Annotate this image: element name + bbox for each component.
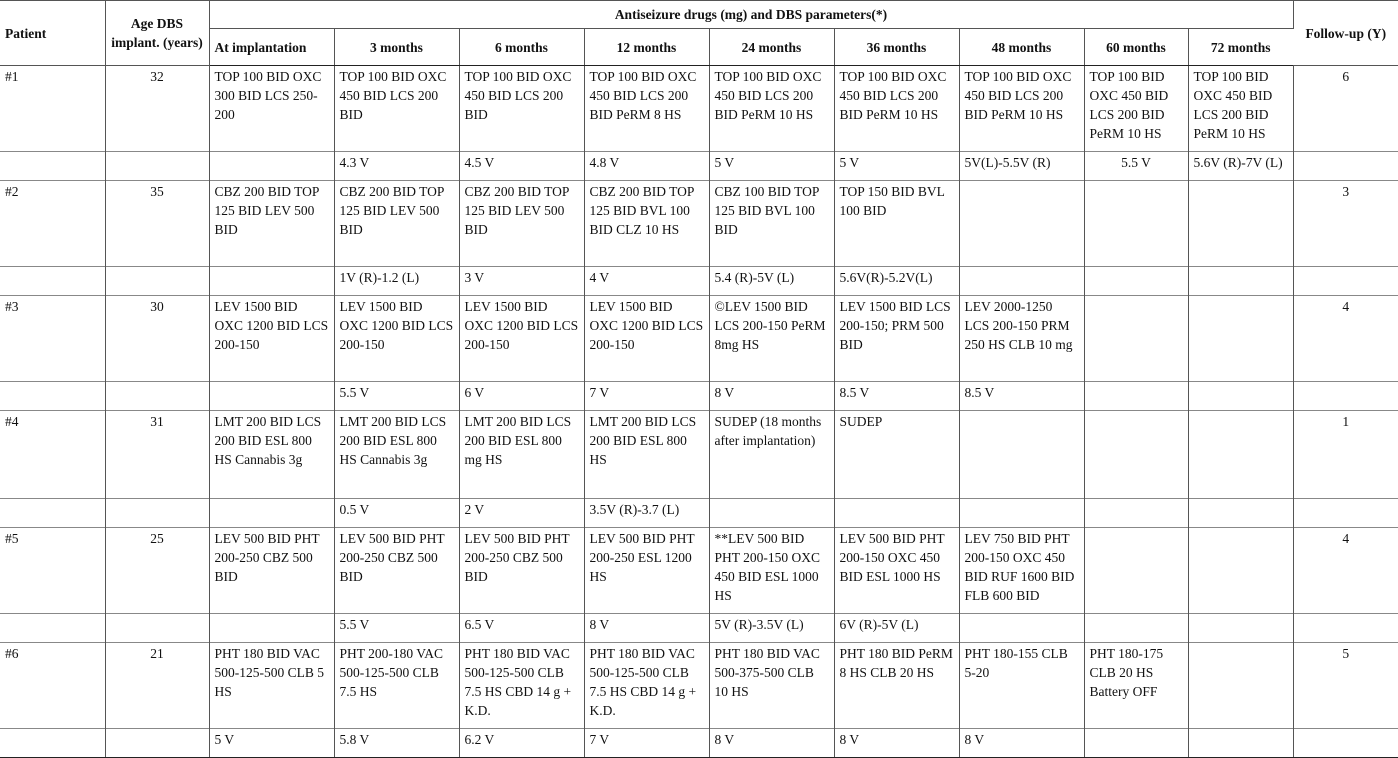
drug-cell: TOP 100 BID OXC 450 BID LCS 200 BID PeRM 10 HS — [709, 66, 834, 152]
header-group: Antiseizure drugs (mg) and DBS parameters(*) — [209, 1, 1293, 29]
drug-cell: LMT 200 BID LCS 200 BID ESL 800 mg HS — [459, 411, 584, 499]
patient-followup: 5 — [1293, 643, 1398, 729]
dbs-voltage-cell — [834, 499, 959, 528]
drug-cell: PHT 180 BID VAC 500-375-500 CLB 10 HS — [709, 643, 834, 729]
empty-cell — [1293, 382, 1398, 411]
patient-followup: 6 — [1293, 66, 1398, 152]
patient-followup: 3 — [1293, 181, 1398, 267]
empty-cell — [105, 152, 209, 181]
patient-id: #4 — [0, 411, 105, 499]
table-row — [0, 66, 1398, 152]
empty-cell — [1293, 614, 1398, 643]
drug-cell: SUDEP — [834, 411, 959, 499]
dbs-voltage-cell: 6.5 V — [459, 614, 584, 643]
empty-cell — [105, 267, 209, 296]
drug-cell: CBZ 200 BID TOP 125 BID BVL 100 BID CLZ 10 HS — [584, 181, 709, 267]
header-timepoint: 60 months — [1084, 29, 1188, 66]
table-row — [0, 729, 1398, 758]
drug-cell: LEV 500 BID PHT 200-150 OXC 450 BID ESL 1000 HS — [834, 528, 959, 614]
table-row — [0, 267, 1398, 296]
drug-cell: LEV 1500 BID LCS 200-150; PRM 500 BID — [834, 296, 959, 382]
drug-cell — [1084, 181, 1188, 267]
empty-cell — [0, 152, 105, 181]
dbs-voltage-cell: 1V (R)-1.2 (L) — [334, 267, 459, 296]
dbs-voltage-cell — [1084, 267, 1188, 296]
dbs-voltage-cell — [1084, 729, 1188, 758]
dbs-voltage-cell — [209, 499, 334, 528]
drug-cell — [959, 411, 1084, 499]
dbs-voltage-cell: 5 V — [834, 152, 959, 181]
drug-cell: TOP 100 BID OXC 450 BID LCS 200 BID PeRM 10 HS — [959, 66, 1084, 152]
drug-cell: LEV 1500 BID OXC 1200 BID LCS 200-150 — [209, 296, 334, 382]
dbs-voltage-cell: 8 V — [584, 614, 709, 643]
empty-cell — [1293, 152, 1398, 181]
drug-cell: TOP 100 BID OXC 450 BID LCS 200 BID PeRM 10 HS — [1188, 66, 1293, 152]
drug-cell — [1188, 643, 1293, 729]
patient-followup: 1 — [1293, 411, 1398, 499]
empty-cell — [1293, 499, 1398, 528]
empty-cell — [105, 499, 209, 528]
drug-cell — [1188, 528, 1293, 614]
patient-id: #2 — [0, 181, 105, 267]
header-timepoint: 6 months — [459, 29, 584, 66]
dbs-voltage-cell: 2 V — [459, 499, 584, 528]
dbs-voltage-cell — [1084, 499, 1188, 528]
drug-cell: LEV 1500 BID OXC 1200 BID LCS 200-150 — [334, 296, 459, 382]
table-body — [0, 66, 1398, 758]
drug-cell — [1084, 296, 1188, 382]
drug-cell: LMT 200 BID LCS 200 BID ESL 800 HS Cannabis 3g — [334, 411, 459, 499]
dbs-voltage-cell — [1188, 499, 1293, 528]
drug-cell: CBZ 100 BID TOP 125 BID BVL 100 BID — [709, 181, 834, 267]
dbs-voltage-cell: 5V(L)-5.5V (R) — [959, 152, 1084, 181]
header-timepoint: 36 months — [834, 29, 959, 66]
dbs-voltage-cell — [1188, 267, 1293, 296]
patient-age: 32 — [105, 66, 209, 152]
patient-age: 25 — [105, 528, 209, 614]
dbs-voltage-cell — [1084, 382, 1188, 411]
drug-cell: CBZ 200 BID TOP 125 BID LEV 500 BID — [334, 181, 459, 267]
drug-cell: CBZ 200 BID TOP 125 BID LEV 500 BID — [209, 181, 334, 267]
table-row — [0, 382, 1398, 411]
empty-cell — [105, 729, 209, 758]
header-timepoint: 72 months — [1188, 29, 1293, 66]
drug-cell: TOP 100 BID OXC 450 BID LCS 200 BID — [459, 66, 584, 152]
table-row — [0, 614, 1398, 643]
table-row — [0, 499, 1398, 528]
patient-id: #1 — [0, 66, 105, 152]
dbs-voltage-cell — [1188, 729, 1293, 758]
empty-cell — [1293, 267, 1398, 296]
drug-cell: ©LEV 1500 BID LCS 200-150 PeRM 8mg HS — [709, 296, 834, 382]
dbs-voltage-cell — [1188, 382, 1293, 411]
drug-cell — [1188, 296, 1293, 382]
patient-age: 31 — [105, 411, 209, 499]
patient-id: #6 — [0, 643, 105, 729]
drug-cell: CBZ 200 BID TOP 125 BID LEV 500 BID — [459, 181, 584, 267]
dbs-voltage-cell: 6 V — [459, 382, 584, 411]
dbs-voltage-cell: 3 V — [459, 267, 584, 296]
header-timepoint: 48 months — [959, 29, 1084, 66]
drug-cell: PHT 200-180 VAC 500-125-500 CLB 7.5 HS — [334, 643, 459, 729]
dbs-voltage-cell: 5.6V(R)-5.2V(L) — [834, 267, 959, 296]
drug-cell: TOP 150 BID BVL 100 BID — [834, 181, 959, 267]
empty-cell — [0, 729, 105, 758]
drug-cell: LEV 2000-1250 LCS 200-150 PRM 250 HS CLB 10 mg — [959, 296, 1084, 382]
dbs-voltage-cell — [959, 614, 1084, 643]
dbs-voltage-cell — [209, 152, 334, 181]
header-followup: Follow-up (Y) — [1293, 1, 1398, 66]
drug-cell: PHT 180 BID VAC 500-125-500 CLB 7.5 HS CBD 14 g + K.D. — [584, 643, 709, 729]
header-patient: Patient — [0, 1, 105, 66]
drug-cell: LEV 750 BID PHT 200-150 OXC 450 BID RUF 1600 BID FLB 600 BID — [959, 528, 1084, 614]
empty-cell — [0, 499, 105, 528]
dbs-voltage-cell: 8 V — [834, 729, 959, 758]
dbs-voltage-cell — [959, 499, 1084, 528]
table-row — [0, 643, 1398, 729]
patient-age: 30 — [105, 296, 209, 382]
drug-cell: PHT 180 BID VAC 500-125-500 CLB 7.5 HS CBD 14 g + K.D. — [459, 643, 584, 729]
header-age: Age DBS implant. (years) — [105, 1, 209, 66]
dbs-voltage-cell — [1084, 614, 1188, 643]
dbs-voltage-cell: 4.5 V — [459, 152, 584, 181]
dbs-voltage-cell — [209, 614, 334, 643]
dbs-voltage-cell — [709, 499, 834, 528]
dbs-voltage-cell: 7 V — [584, 729, 709, 758]
empty-cell — [0, 267, 105, 296]
dbs-voltage-cell: 4.8 V — [584, 152, 709, 181]
empty-cell — [105, 382, 209, 411]
header-timepoint: At implantation — [209, 29, 334, 66]
drug-cell — [1084, 411, 1188, 499]
drug-cell: PHT 180 BID VAC 500-125-500 CLB 5 HS — [209, 643, 334, 729]
drug-cell — [1188, 181, 1293, 267]
dbs-voltage-cell: 6V (R)-5V (L) — [834, 614, 959, 643]
dbs-voltage-cell: 5.6V (R)-7V (L) — [1188, 152, 1293, 181]
header-timepoint: 3 months — [334, 29, 459, 66]
dbs-voltage-cell — [1188, 614, 1293, 643]
patient-id: #5 — [0, 528, 105, 614]
dbs-voltage-cell: 5V (R)-3.5V (L) — [709, 614, 834, 643]
dbs-voltage-cell: 8.5 V — [959, 382, 1084, 411]
dbs-voltage-cell: 4 V — [584, 267, 709, 296]
dbs-voltage-cell — [209, 382, 334, 411]
table-row — [0, 296, 1398, 382]
drug-cell: LEV 500 BID PHT 200-250 CBZ 500 BID — [209, 528, 334, 614]
dbs-voltage-cell: 8 V — [709, 729, 834, 758]
table-row — [0, 411, 1398, 499]
dbs-voltage-cell: 5 V — [709, 152, 834, 181]
table-row — [0, 152, 1398, 181]
dbs-voltage-cell: 0.5 V — [334, 499, 459, 528]
drug-cell: LEV 500 BID PHT 200-250 ESL 1200 HS — [584, 528, 709, 614]
drug-cell: LEV 500 BID PHT 200-250 CBZ 500 BID — [459, 528, 584, 614]
dbs-voltage-cell — [959, 267, 1084, 296]
dbs-voltage-cell: 3.5V (R)-3.7 (L) — [584, 499, 709, 528]
patient-followup: 4 — [1293, 528, 1398, 614]
drug-cell: LMT 200 BID LCS 200 BID ESL 800 HS Cannabis 3g — [209, 411, 334, 499]
empty-cell — [0, 614, 105, 643]
empty-cell — [105, 614, 209, 643]
drug-cell: TOP 100 BID OXC 300 BID LCS 250-200 — [209, 66, 334, 152]
dbs-voltage-cell: 6.2 V — [459, 729, 584, 758]
drug-cell — [959, 181, 1084, 267]
dbs-voltage-cell: 8.5 V — [834, 382, 959, 411]
drug-cell: SUDEP (18 months after implantation) — [709, 411, 834, 499]
dbs-voltage-cell: 5 V — [209, 729, 334, 758]
dbs-voltage-cell: 8 V — [709, 382, 834, 411]
header-timepoint: 24 months — [709, 29, 834, 66]
empty-cell — [1293, 729, 1398, 758]
patient-followup: 4 — [1293, 296, 1398, 382]
drug-cell: LEV 500 BID PHT 200-250 CBZ 500 BID — [334, 528, 459, 614]
header-timepoint: 12 months — [584, 29, 709, 66]
dbs-voltage-cell: 7 V — [584, 382, 709, 411]
drug-cell: LMT 200 BID LCS 200 BID ESL 800 HS — [584, 411, 709, 499]
dbs-voltage-cell: 8 V — [959, 729, 1084, 758]
drug-cell: PHT 180-175 CLB 20 HS Battery OFF — [1084, 643, 1188, 729]
patient-id: #3 — [0, 296, 105, 382]
drug-cell: LEV 1500 BID OXC 1200 BID LCS 200-150 — [459, 296, 584, 382]
table-row — [0, 181, 1398, 267]
drug-cell: TOP 100 BID OXC 450 BID LCS 200 BID PeRM 10 HS — [834, 66, 959, 152]
patient-age: 21 — [105, 643, 209, 729]
dbs-voltage-cell: 5.4 (R)-5V (L) — [709, 267, 834, 296]
drug-cell: LEV 1500 BID OXC 1200 BID LCS 200-150 — [584, 296, 709, 382]
drug-cell: PHT 180-155 CLB 5-20 — [959, 643, 1084, 729]
table-row — [0, 528, 1398, 614]
drug-cell: **LEV 500 BID PHT 200-150 OXC 450 BID ESL 1000 HS — [709, 528, 834, 614]
patient-age: 35 — [105, 181, 209, 267]
dbs-voltage-cell: 5.5 V — [334, 382, 459, 411]
drug-cell: TOP 100 BID OXC 450 BID LCS 200 BID — [334, 66, 459, 152]
empty-cell — [0, 382, 105, 411]
dbs-voltage-cell: 4.3 V — [334, 152, 459, 181]
dbs-voltage-cell: 5.5 V — [1084, 152, 1188, 181]
drug-cell: TOP 100 BID OXC 450 BID LCS 200 BID PeRM 10 HS — [1084, 66, 1188, 152]
dbs-voltage-cell: 5.8 V — [334, 729, 459, 758]
dbs-voltage-cell: 5.5 V — [334, 614, 459, 643]
drug-cell — [1084, 528, 1188, 614]
dbs-voltage-cell — [209, 267, 334, 296]
drug-cell — [1188, 411, 1293, 499]
drug-cell: PHT 180 BID PeRM 8 HS CLB 20 HS — [834, 643, 959, 729]
drug-cell: TOP 100 BID OXC 450 BID LCS 200 BID PeRM 8 HS — [584, 66, 709, 152]
